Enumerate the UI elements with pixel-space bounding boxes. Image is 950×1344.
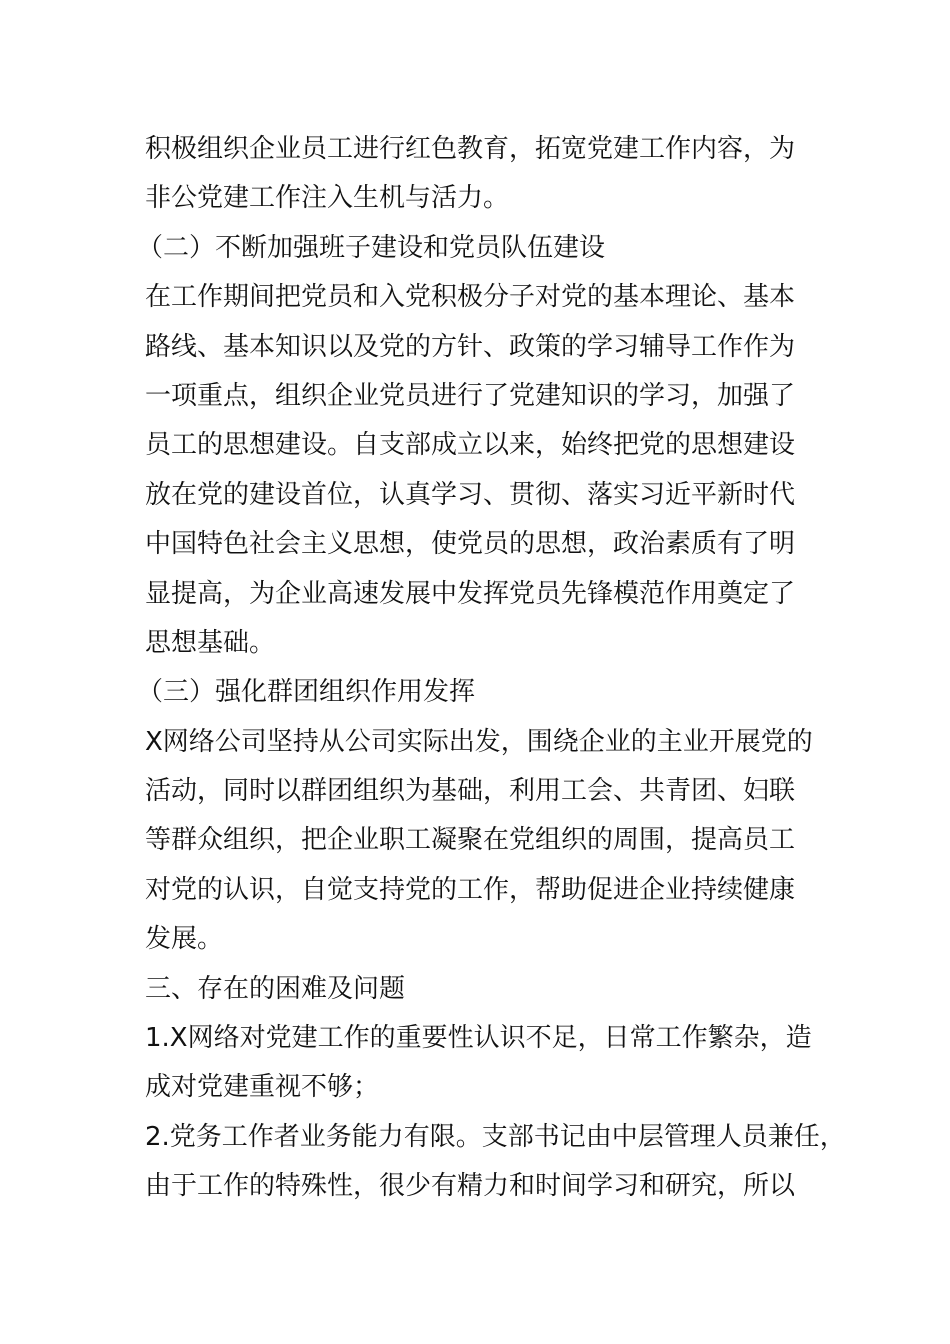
list-item: 2.党务工作者业务能力有限。支部书记由中层管理人员兼任， xyxy=(145,1121,846,1152)
text-line: 发展。 xyxy=(145,924,224,955)
list-item: 1.X网络对党建工作的重要性认识不足，日常工作繁杂，造 xyxy=(145,1023,812,1054)
text-line: 活动，同时以群团组织为基础，利用工会、共青团、妇联 xyxy=(145,776,796,807)
section-heading: （二）不断加强班子建设和党员队伍建设 xyxy=(137,232,606,263)
text-line: 思想基础。 xyxy=(145,627,276,658)
text-line: 等群众组织，把企业职工凝聚在党组织的周围，提高员工 xyxy=(145,825,796,856)
text-line: 积极组织企业员工进行红色教育，拓宽党建工作内容，为 xyxy=(145,134,796,164)
text-line: 放在党的建设首位，认真学习、贯彻、落实习近平新时代 xyxy=(145,479,796,510)
section-heading: 三、存在的困难及问题 xyxy=(145,973,406,1004)
text-line: 中国特色社会主义思想，使党员的思想，政治素质有了明 xyxy=(145,529,796,560)
text-line: 对党的认识，自觉支持党的工作，帮助促进企业持续健康 xyxy=(145,874,796,905)
text-line: 非公党建工作注入生机与活力。 xyxy=(145,183,510,214)
text-line: X网络公司坚持从公司实际出发，围绕企业的主业开展党的 xyxy=(145,726,813,757)
text-line: 显提高，为企业高速发展中发挥党员先锋模范作用奠定了 xyxy=(145,578,796,609)
section-heading: （三）强化群团组织作用发挥 xyxy=(137,677,476,708)
text-line: 路线、基本知识以及党的方针、政策的学习辅导工作作为 xyxy=(145,331,796,362)
text-line: 由于工作的特殊性，很少有精力和时间学习和研究，所以 xyxy=(145,1171,796,1202)
text-line: 在工作期间把党员和入党积极分子对党的基本理论、基本 xyxy=(145,282,796,313)
document-body xyxy=(137,125,846,1212)
text-line: 成对党建重视不够； xyxy=(145,1072,380,1103)
text-line: 员工的思想建设。自支部成立以来，始终把党的思想建设 xyxy=(145,430,796,461)
text-line: 一项重点，组织企业党员进行了党建知识的学习，加强了 xyxy=(145,380,796,411)
